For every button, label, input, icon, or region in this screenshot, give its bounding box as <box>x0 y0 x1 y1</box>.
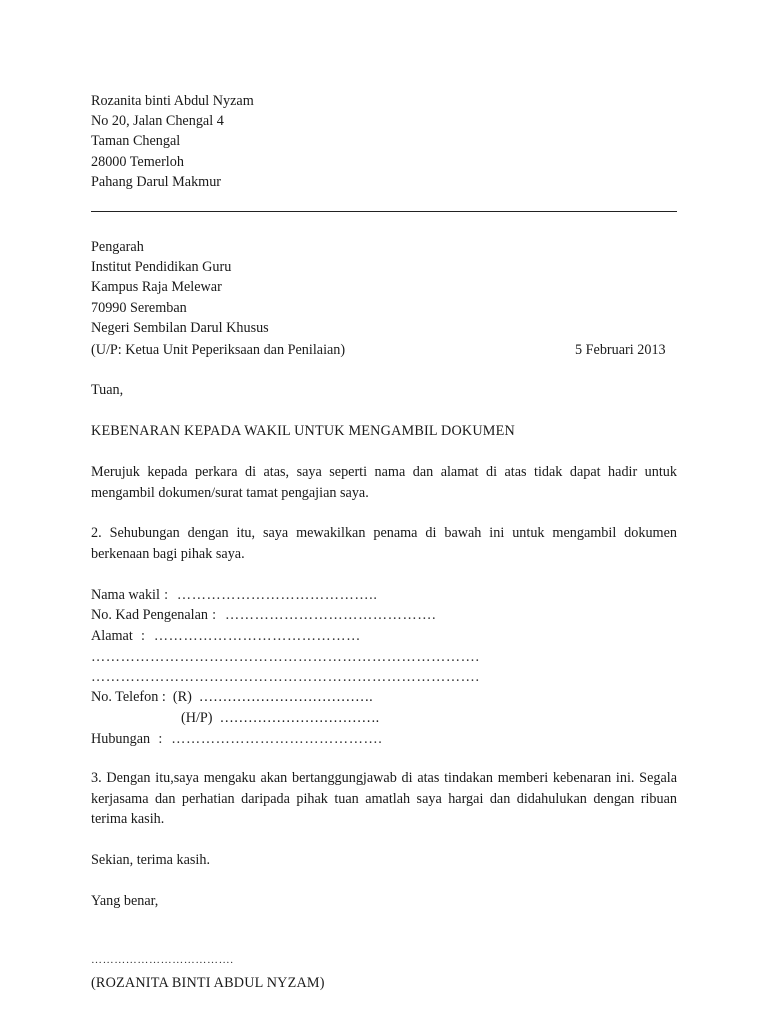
paragraph-2: 2. Sehubungan dengan itu, saya mewakilkan penama di bawah ini untuk mengambil dokumen berkenaan bagi pihak saya. <box>91 525 677 562</box>
field-blank: : ……………………………………. <box>208 607 437 623</box>
field-blank: : (R) ………………………………. <box>158 689 373 705</box>
field-label: Nama wakil <box>91 587 160 603</box>
field-label: Hubungan <box>91 731 151 747</box>
recipient-line: Negeri Sembilan Darul Khusus <box>91 320 269 336</box>
sender-address-line: Taman Chengal <box>91 133 181 149</box>
field-blank: : ………………………………….. <box>159 587 378 603</box>
recipient-line: Institut Pendidikan Guru <box>91 259 232 275</box>
signoff: Yang benar, <box>91 893 159 909</box>
field-telefon-bimbit: (H/P) ……………………………. <box>181 710 380 726</box>
paragraph-3: 3. Dengan itu,saya mengaku akan bertanggungjawab di atas tindakan memberi kebenaran ini. Segala kerjasama dan perhatian daripada pihak tuan amatlah saya hargai dan didahulukan dengan ribuan terima kasih. <box>91 770 677 827</box>
field-kad-pengenalan <box>91 605 436 625</box>
recipient-line: Kampus Raja Melewar <box>91 279 222 295</box>
recipient-line: Pengarah <box>91 239 144 255</box>
field-blank: : ……………………………………. <box>150 731 383 747</box>
closing: Sekian, terima kasih. <box>91 852 210 868</box>
header-divider <box>91 211 677 212</box>
field-telefon-rumah <box>91 687 373 707</box>
field-label: No. Telefon <box>91 689 159 705</box>
sender-name: Rozanita binti Abdul Nyzam <box>91 93 254 109</box>
salutation: Tuan, <box>91 382 124 398</box>
recipient-attention: (U/P: Ketua Unit Peperiksaan dan Penilaian) <box>91 342 346 358</box>
signature-name: (ROZANITA BINTI ABDUL NYZAM) <box>91 975 325 991</box>
field-nama-wakil <box>91 585 377 605</box>
subject-heading: KEBENARAN KEPADA WAKIL UNTUK MENGAMBIL DOKUMEN <box>91 423 515 439</box>
field-alamat <box>91 626 361 646</box>
sender-address-line: 28000 Temerloh <box>91 154 184 170</box>
field-blank: : …………………………………… <box>132 628 361 644</box>
recipient-line: 70990 Seremban <box>91 300 187 316</box>
field-alamat-line-2: ……………………………………………………………………. <box>91 649 480 665</box>
field-hubungan <box>91 729 382 749</box>
field-label: Alamat <box>91 628 133 644</box>
field-label: No. Kad Pengenalan <box>91 607 209 623</box>
sender-address-line: Pahang Darul Makmur <box>91 174 222 190</box>
paragraph-1: Merujuk kepada perkara di atas, saya seperti nama dan alamat di atas tidak dapat hadir untuk mengambil dokumen/surat tamat pengajian saya. <box>91 464 677 501</box>
sender-address-line: No 20, Jalan Chengal 4 <box>91 113 224 129</box>
letter-date: 5 Februari 2013 <box>575 342 666 358</box>
field-alamat-line-3: ……………………………………………………………………. <box>91 669 480 685</box>
signature-line: ………………………………. <box>91 954 234 966</box>
